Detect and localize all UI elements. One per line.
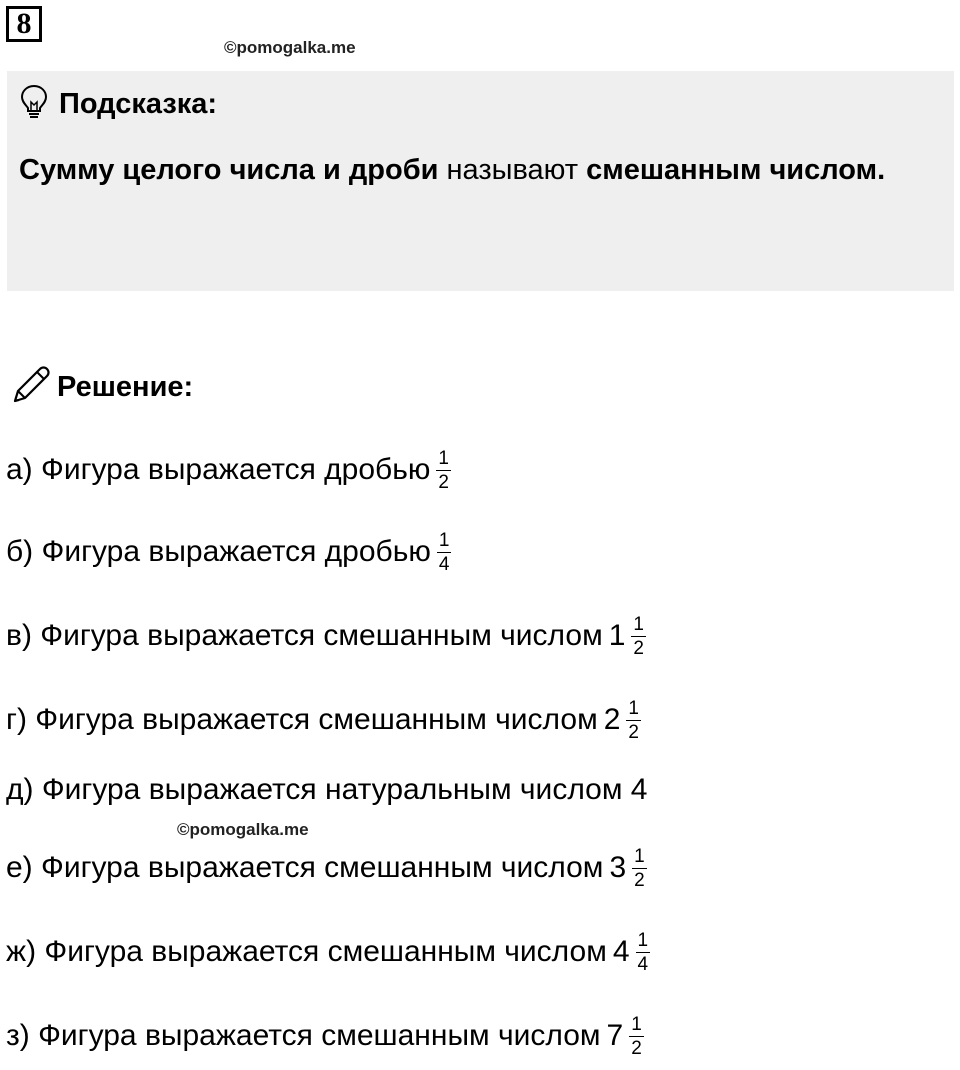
answer-text: а) Фигура выражается дробью bbox=[6, 453, 431, 486]
task-number: 8 bbox=[6, 6, 42, 42]
lightbulb-icon bbox=[19, 84, 49, 125]
whole-part: 1 bbox=[608, 619, 626, 652]
answer-item bbox=[6, 838, 647, 898]
answer-text: е) Фигура выражается смешанным числом bbox=[6, 851, 604, 884]
answer-item bbox=[6, 522, 451, 582]
answer-item bbox=[6, 760, 647, 820]
whole-part: 4 bbox=[612, 935, 630, 968]
fraction-denominator: 2 bbox=[634, 869, 645, 891]
answer-item bbox=[6, 440, 451, 500]
hint-normal: называют bbox=[438, 154, 587, 186]
fraction-denominator: 4 bbox=[438, 553, 450, 575]
answer-text: ж) Фигура выражается смешанным числом bbox=[6, 935, 607, 968]
fraction bbox=[437, 531, 452, 574]
fraction-numerator: 1 bbox=[633, 613, 644, 635]
fraction-numerator: 1 bbox=[637, 929, 649, 951]
watermark-top: ©pomogalka.me bbox=[224, 38, 356, 57]
fraction-numerator: 1 bbox=[631, 1013, 642, 1035]
fraction-denominator: 4 bbox=[637, 953, 649, 975]
fraction bbox=[631, 615, 646, 658]
answer-item bbox=[6, 922, 650, 982]
answer-item bbox=[6, 1006, 644, 1066]
hint-text bbox=[19, 145, 899, 195]
fraction bbox=[629, 1015, 644, 1058]
answer-text: д) Фигура выражается натуральным числом 4 bbox=[6, 773, 648, 806]
whole-part: 3 bbox=[609, 851, 627, 884]
answer-item bbox=[6, 690, 641, 750]
fraction-denominator: 2 bbox=[438, 471, 449, 493]
hint-bold-1: Сумму целого числа и дроби bbox=[19, 154, 439, 186]
solution-title bbox=[9, 363, 193, 412]
solution-title-text: Решение: bbox=[57, 371, 194, 403]
answer-item bbox=[6, 606, 646, 666]
hint-title-text: Подсказка: bbox=[59, 88, 218, 120]
fraction-denominator: 2 bbox=[631, 1037, 642, 1059]
fraction-numerator: 1 bbox=[634, 845, 645, 867]
fraction bbox=[626, 699, 641, 742]
answer-text: б) Фигура выражается дробью bbox=[6, 535, 431, 568]
fraction-denominator: 2 bbox=[633, 637, 644, 659]
fraction-numerator: 1 bbox=[438, 447, 449, 469]
fraction bbox=[632, 847, 647, 890]
hint-title bbox=[19, 84, 217, 125]
whole-part: 7 bbox=[606, 1019, 624, 1052]
pencil-icon bbox=[9, 363, 53, 412]
fraction-denominator: 2 bbox=[628, 721, 639, 743]
answer-text: г) Фигура выражается смешанным числом bbox=[6, 703, 598, 736]
fraction-numerator: 1 bbox=[628, 697, 639, 719]
answer-text: в) Фигура выражается смешанным числом bbox=[6, 619, 603, 652]
whole-part: 2 bbox=[603, 703, 621, 736]
fraction bbox=[436, 449, 451, 492]
answer-text: з) Фигура выражается смешанным числом bbox=[6, 1019, 601, 1052]
hint-bold-2: смешанным числом. bbox=[586, 154, 886, 186]
watermark-middle: ©pomogalka.me bbox=[177, 820, 309, 839]
hint-box bbox=[7, 71, 954, 291]
fraction bbox=[636, 931, 651, 974]
fraction-numerator: 1 bbox=[438, 529, 450, 551]
